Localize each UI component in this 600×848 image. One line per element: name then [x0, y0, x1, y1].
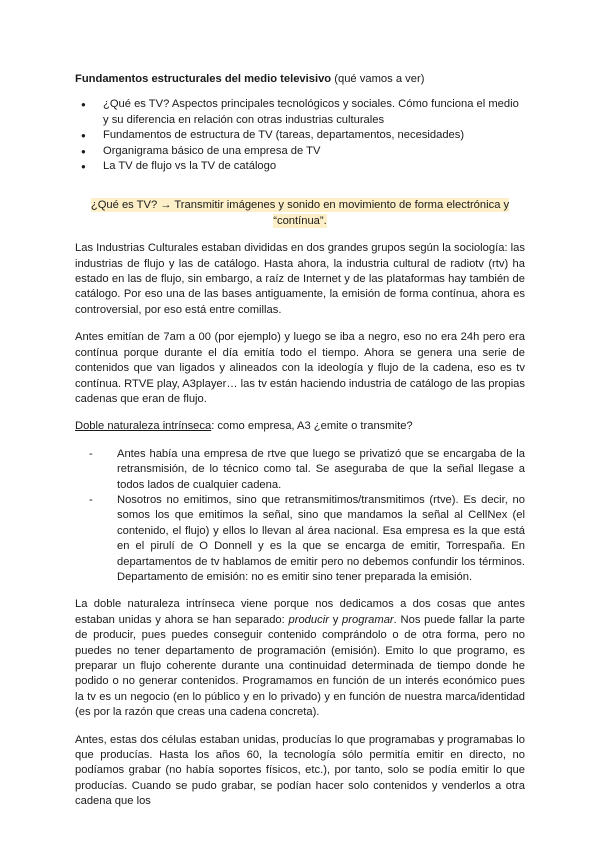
- list-item: ● Fundamentos de estructura de TV (tareas, departamentos, necesidades): [103, 128, 525, 143]
- paragraph-dual-nature: [75, 597, 525, 720]
- list-item: - Nosotros no emitimos, sino que retransmitimos/transmitimos (rtve). Es decir, no somos los que emitimos la señal, sino que mandamos la señal al CellNex (el contenido, el flujo) y ellos lo llevan al área nacional. Esa empresa es la que está en el pirulí de O Donnell y es la que se encarga de emitir, Torrespaña. En departamentos de tv hablamos de emitir pero no debemos confundir los términos. Departamento de emisión: no es emitir sino tener preparada la emisión.: [117, 493, 525, 585]
- text-run: y: [328, 613, 343, 626]
- list-item: ● ¿Qué es TV? Aspectos principales tecnológicos y sociales. Cómo funciona el medio y su diferencia en relación con otras industrias culturales: [103, 97, 525, 128]
- section-heading: [75, 72, 525, 87]
- paragraph-industries: Las Industrias Culturales estaban divididas en dos grandes grupos según la sociología: las industrias de flujo y las de catálogo. Hasta ahora, la industria cultural de radiotv (rtv) ha estado en las de flujo, sin embargo, a raíz de Internet y de las plataformas hay también de catálogo. Por eso una de las bases antiguamente, la emisión de forma contínua, ahora es controversial, por eso está entre comillas.: [75, 242, 525, 316]
- heading-suffix: (qué vamos a ver): [331, 73, 425, 85]
- definition-highlight: [75, 198, 525, 229]
- text-run: La doble naturaleza intrínseca viene porque nos dedicamos a dos cosas que antes estaban unidas y ahora se han separado:: [75, 598, 525, 626]
- list-item: - Antes había una empresa de rtve que luego se privatizó que se encargaba de la retransmisión, de lo técnico como tal. Se aseguraba de que la señal llegase a todos lados de cualquier cadena.: [117, 447, 525, 493]
- paragraph-dual-nature-question: [75, 419, 525, 434]
- list-item: ● Organigrama básico de una empresa de TV: [103, 144, 525, 159]
- paragraph-continuity: Antes emitían de 7am a 00 (por ejemplo) y luego se iba a negro, eso no era 24h pero era contínua porque durante el día emitía todo el tiempo. Ahora se genera una serie de contenidos que van ligados y alineados con la ideología y flujo de la cadena, eso es tv contínua. RTVE play, A3player… las tv están haciendo industria de catálogo de las propias cadenas que eran de flujo.: [75, 331, 525, 405]
- text-run: . Nos puede fallar la parte de producir, pues puedes conseguir contenido comprándolo o de otra forma, pero no puedes no tener departamento de programación (emisión). Emito lo que programo, es preparar un flujo coherente durante una continuidad determinada de tiempo donde he podido o no generar contenidos. Programamos en función de un interés económico pues la tv es un negocio (en lo público y en lo privado) y en función de nuestra marca/identidad (es por la razón que creas una cadena concreta).: [75, 613, 525, 719]
- underlined-term: Doble naturaleza intrínseca: [75, 420, 212, 433]
- highlight-text: ¿Qué es TV? → Transmitir imágenes y sonido en movimiento de forma electrónica y “contínua”.: [90, 199, 510, 227]
- topic-list: [75, 97, 525, 174]
- italic-term: producir: [288, 613, 329, 626]
- list-item: ● La TV de flujo vs la TV de catálogo: [103, 159, 525, 174]
- dash-list: [75, 447, 525, 586]
- heading-bold: Fundamentos estructurales del medio televisivo: [75, 73, 332, 85]
- question-text: : como empresa, A3 ¿emite o transmite?: [211, 420, 413, 433]
- paragraph-history: Antes, estas dos células estaban unidas, producías lo que programabas y programabas lo que producías. Hasta los años 60, la tecnología sólo permitía emitir en directo, no podíamos grabar (no había soportes físicos, etc.), por tanto, solo se podía emitir lo que producías. Cuando se pudo grabar, se podían hacer solo contenidos y venderlos a otra cadena que los: [75, 733, 525, 808]
- italic-term: programar: [342, 613, 394, 626]
